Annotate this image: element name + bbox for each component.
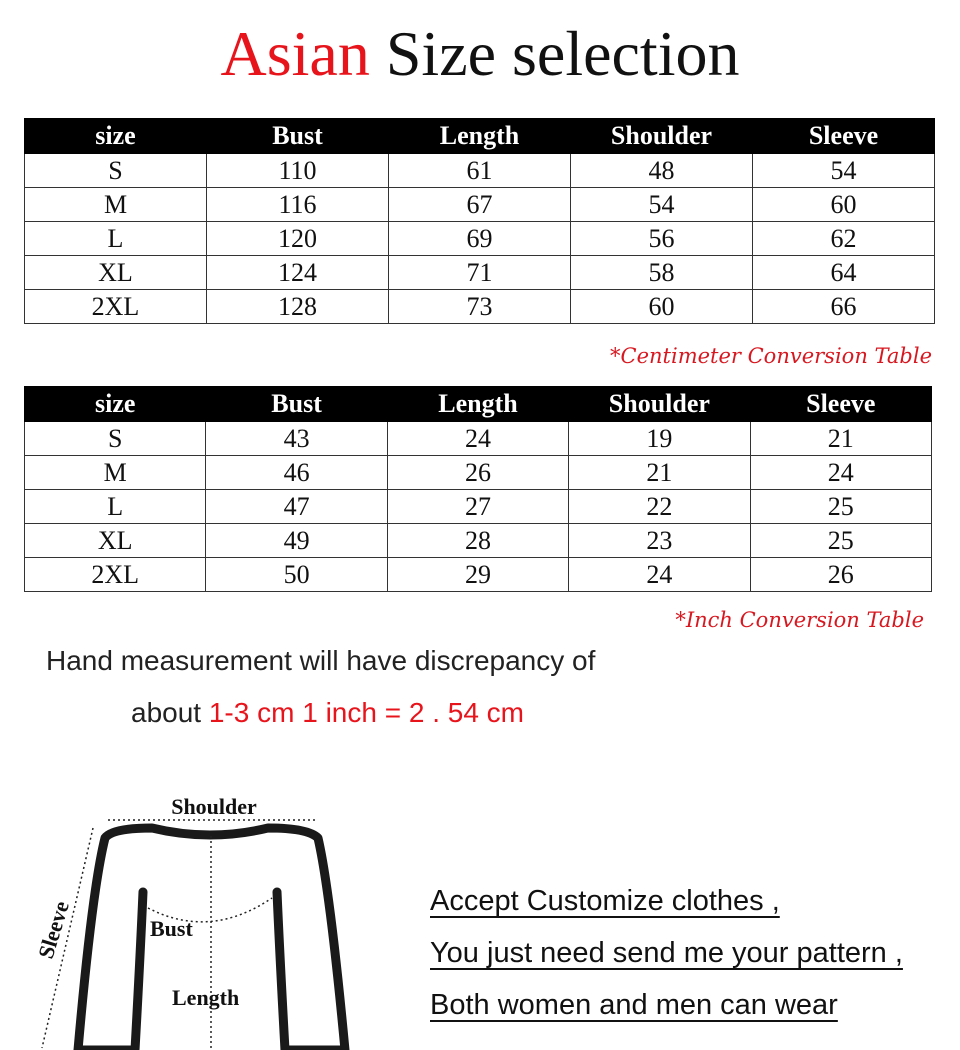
cell-bust: 116 [207, 188, 389, 222]
header-sleeve: Sleeve [753, 119, 935, 154]
shoulder-label: Shoulder [171, 794, 257, 819]
table-header-row [25, 119, 935, 154]
garment-diagram [0, 780, 400, 1050]
cell-shoulder: 23 [569, 524, 750, 558]
table-row [25, 256, 935, 290]
table-row [25, 222, 935, 256]
cell-size: 2XL [25, 290, 207, 324]
cell-bust: 43 [206, 422, 387, 456]
cell-size: 2XL [25, 558, 206, 592]
custom-line-2: You just need send me your pattern , [430, 937, 903, 969]
cell-length: 71 [389, 256, 571, 290]
cell-size: XL [25, 524, 206, 558]
measurement-line-1: Hand measurement will have discrepancy of [46, 645, 596, 676]
cell-shoulder: 21 [569, 456, 750, 490]
centimeter-note: *Centimeter Conversion Table [610, 344, 932, 368]
cell-length: 73 [389, 290, 571, 324]
custom-line-1: Accept Customize clothes , [430, 885, 780, 917]
cell-shoulder: 24 [569, 558, 750, 592]
table-row [25, 154, 935, 188]
cell-size: S [25, 154, 207, 188]
cell-bust: 46 [206, 456, 387, 490]
cell-bust: 128 [207, 290, 389, 324]
cell-length: 27 [387, 490, 568, 524]
table-row [25, 490, 932, 524]
title-accent: Asian [220, 18, 370, 89]
cell-size: S [25, 422, 206, 456]
cell-sleeve: 66 [753, 290, 935, 324]
cell-size: M [25, 456, 206, 490]
bust-label: Bust [150, 916, 193, 941]
table-row [25, 558, 932, 592]
table-row [25, 524, 932, 558]
cell-bust: 120 [207, 222, 389, 256]
sleeve-label: Sleeve [32, 898, 74, 962]
page-title [0, 14, 960, 94]
measurement-line-2 [131, 697, 524, 729]
length-label: Length [172, 985, 240, 1010]
cell-sleeve: 21 [750, 422, 931, 456]
cell-shoulder: 60 [571, 290, 753, 324]
cell-sleeve: 26 [750, 558, 931, 592]
cell-shoulder: 22 [569, 490, 750, 524]
header-size: size [25, 387, 206, 422]
header-shoulder: Shoulder [569, 387, 750, 422]
cell-bust: 110 [207, 154, 389, 188]
cell-size: XL [25, 256, 207, 290]
cell-sleeve: 24 [750, 456, 931, 490]
header-length: Length [389, 119, 571, 154]
cell-sleeve: 62 [753, 222, 935, 256]
inch-note: *Inch Conversion Table [675, 608, 924, 632]
cell-bust: 124 [207, 256, 389, 290]
custom-line-3: Both women and men can wear [430, 989, 838, 1021]
table-row [25, 422, 932, 456]
cell-sleeve: 54 [753, 154, 935, 188]
header-bust: Bust [207, 119, 389, 154]
cell-bust: 49 [206, 524, 387, 558]
cell-size: L [25, 490, 206, 524]
cell-length: 26 [387, 456, 568, 490]
header-sleeve: Sleeve [750, 387, 931, 422]
inch-size-table [24, 386, 932, 592]
table-row [25, 290, 935, 324]
header-bust: Bust [206, 387, 387, 422]
cell-size: L [25, 222, 207, 256]
cell-length: 67 [389, 188, 571, 222]
cell-bust: 50 [206, 558, 387, 592]
cell-shoulder: 19 [569, 422, 750, 456]
measurement-conversion: 1-3 cm 1 inch = 2 . 54 cm [208, 697, 524, 728]
cell-length: 61 [389, 154, 571, 188]
cell-sleeve: 64 [753, 256, 935, 290]
cell-length: 24 [387, 422, 568, 456]
table-row [25, 456, 932, 490]
measurement-prefix: about [131, 697, 209, 728]
cell-length: 69 [389, 222, 571, 256]
header-length: Length [387, 387, 568, 422]
cell-bust: 47 [206, 490, 387, 524]
cell-shoulder: 54 [571, 188, 753, 222]
table-header-row [25, 387, 932, 422]
header-size: size [25, 119, 207, 154]
cm-size-table [24, 118, 935, 324]
cell-sleeve: 60 [753, 188, 935, 222]
header-shoulder: Shoulder [571, 119, 753, 154]
cell-shoulder: 58 [571, 256, 753, 290]
table-row [25, 188, 935, 222]
cell-length: 29 [387, 558, 568, 592]
cell-size: M [25, 188, 207, 222]
cell-sleeve: 25 [750, 524, 931, 558]
cell-length: 28 [387, 524, 568, 558]
cell-shoulder: 56 [571, 222, 753, 256]
cell-shoulder: 48 [571, 154, 753, 188]
cell-sleeve: 25 [750, 490, 931, 524]
title-rest: Size selection [369, 18, 740, 89]
